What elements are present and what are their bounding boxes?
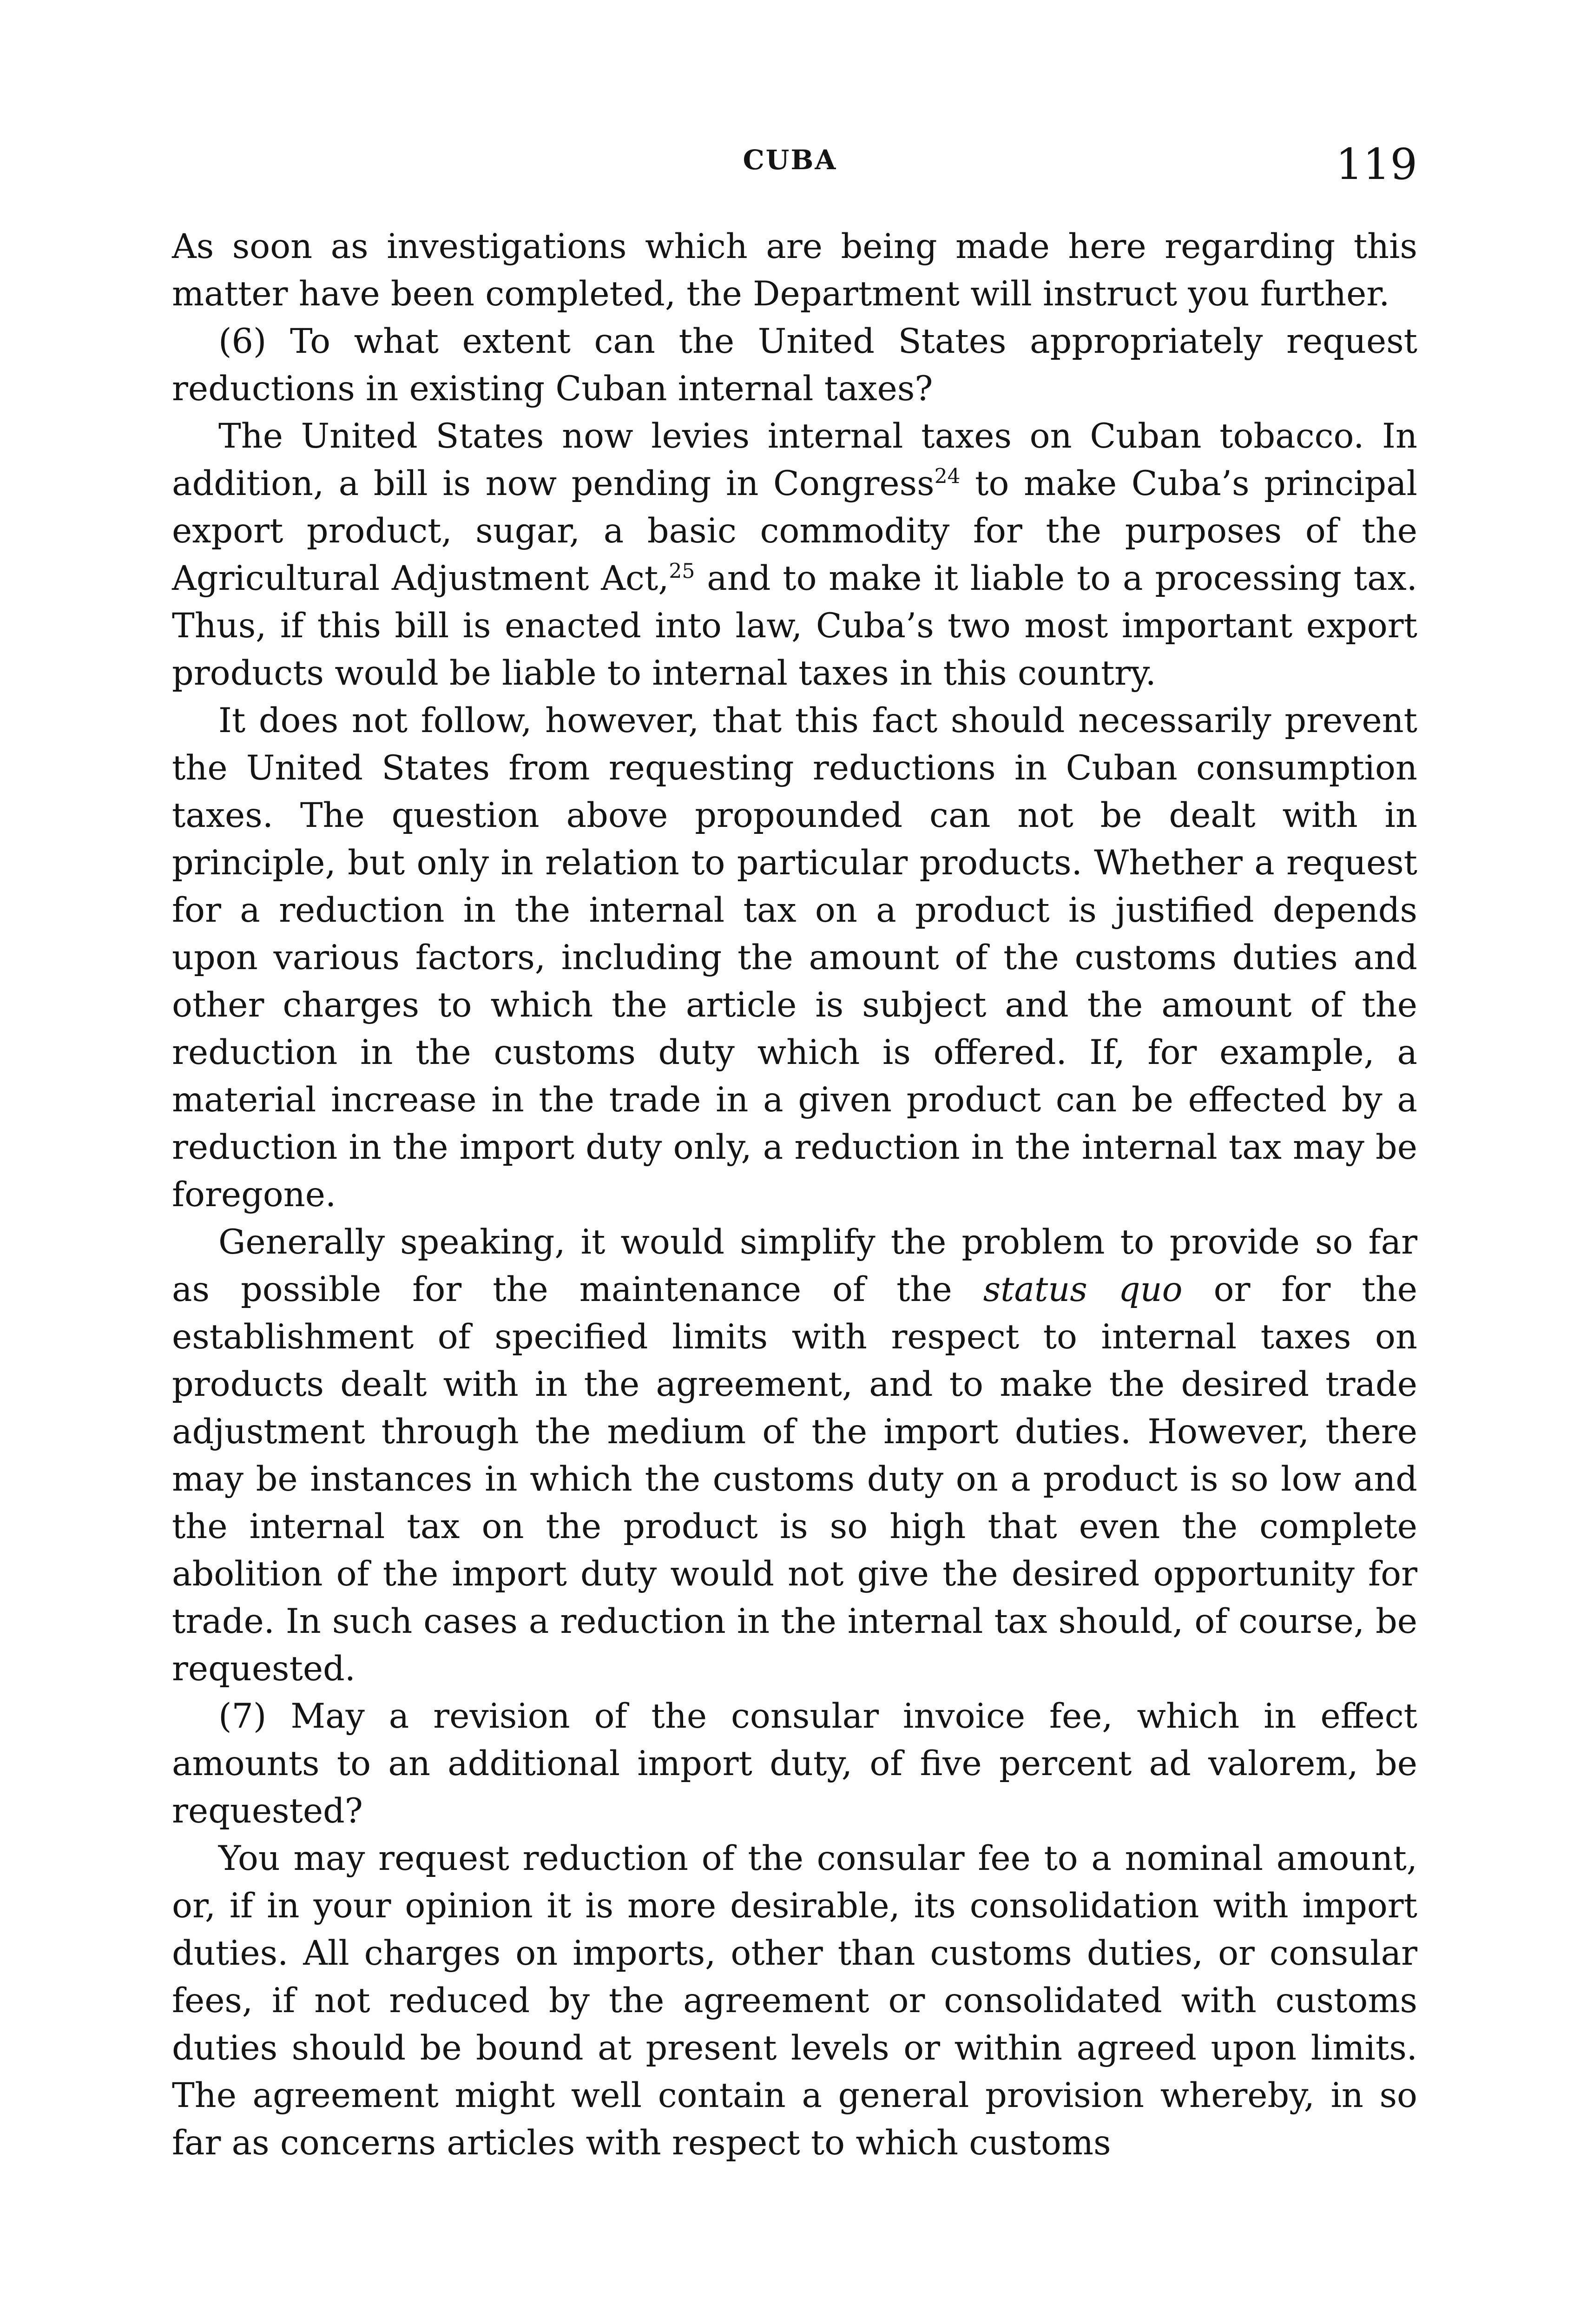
paragraph-7: You may request reduction of the consular fee to a nominal amount, or, if in your opinion it is more desirable, its consolidation with import duties. All charges on imports, other than customs duties, or consular fees, if not reduced by the agreement or consolidated with customs duties should be bound at present levels or within agreed upon limits. The agreement might well contain a general provision whereby, in so far as concerns articles with respect to which customs (172, 1839, 1417, 2163)
paragraph-3-text-c: and to make it liable to a processing tax. Thus, if this bill is enacted into law, Cuba’s two most important export products would be liable to internal taxes in this country. (172, 559, 1418, 693)
footnote-ref-24: 24 (934, 464, 961, 489)
footnote-ref-25: 25 (669, 559, 695, 583)
paragraph-3-text-b: to make Cuba’s principal export product, sugar, a basic commodity for the purposes of the Agricultural Adjustment Act, (172, 464, 1417, 598)
paragraph-question-6: (6) To what extent can the United States appropriately request reductions in existing Cuban internal taxes? (172, 322, 1417, 409)
paragraph-5-text-a: Generally speaking, it would simplify the problem to provide so far as possible for the maintenance of the (172, 1222, 1417, 1309)
paragraph-4: It does not follow, however, that this fact should necessarily prevent the United States from requesting reductions in Cuban consumption taxes. The question above propounded can not be dealt with in principle, but only in relation to particular products. Whether a request for a reduction in the internal tax on a product is justified depends upon various factors, including the amount of the customs duties and other charges to which the article is subject and the amount of the reduction in the customs duty which is offered. If, for example, a material increase in the trade in a given product can be effected by a reduction in the import duty only, a reduction in the internal tax may be foregone. (172, 701, 1417, 1215)
paragraph-5-text-b: or for the establishment of specified limits with respect to internal taxes on products dealt with in the agreement, and to make the desired trade adjustment through the medium of the import duties. However, there may be instances in which the customs duty on a product is so low and the internal tax on the product is so high that even the complete abolition of the import duty would not give the desired opportunity for trade. In such cases a reduction in the internal tax should, of course, be requested. (172, 1270, 1417, 1689)
running-head (0, 139, 1417, 195)
section-title: CUBA (743, 144, 837, 176)
status-quo-italic: status quo (983, 1270, 1183, 1309)
paragraph-question-7: (7) May a revision of the consular invoice fee, which in effect amounts to an additional import duty, of five percent ad valorem, be requested? (172, 1697, 1417, 1831)
paragraph-3 (172, 413, 1417, 697)
paragraph-1: As soon as investigations which are being made here regarding this matter have been completed, the Department will instruct you further. (172, 227, 1417, 314)
body-text (172, 223, 1417, 2167)
paragraph-5 (172, 1219, 1417, 1693)
page-number: 119 (1336, 139, 1417, 189)
paragraph-3-text-a: The United States now levies internal taxes on Cuban tobacco. In addition, a bill is now pending in Congress (172, 416, 1417, 503)
